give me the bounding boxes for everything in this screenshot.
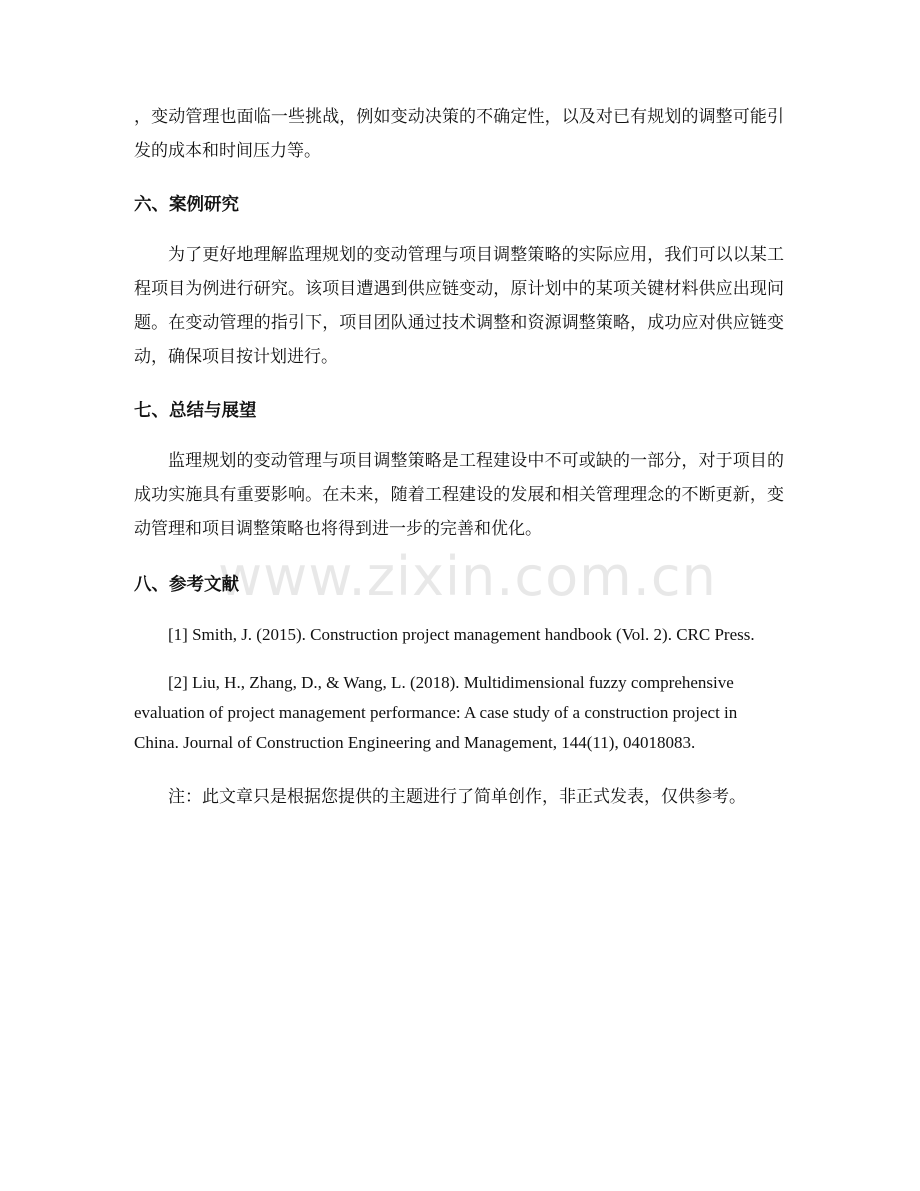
disclaimer-note: 注：此文章只是根据您提供的主题进行了简单创作，非正式发表，仅供参考。: [168, 787, 746, 807]
watermark-text: www.zixin.com.cn: [218, 545, 717, 608]
section-6-paragraph: 为了更好地理解监理规划的变动管理与项目调整策略的实际应用，我们可以以某工程项目为例进行研究。该项目遭遇到供应链变动，原计划中的某项关键材料供应出现问题。在变动管理的指引下，项目团队通过技术调整和资源调整策略，成功应对供应链变动，确保项目按计划进行。: [134, 245, 784, 367]
reference-item: [2] Liu, H., Zhang, D., & Wang, L. (2018). Multidimensional fuzzy comprehensive evaluation of project management performance: A case study of a construction project in China. Journal of Construction Engineering and Management, 144(11), 04018083.: [134, 673, 738, 752]
section-8-heading: 八、参考文献: [134, 575, 239, 595]
intro-paragraph: ，变动管理也面临一些挑战，例如变动决策的不确定性，以及对已有规划的调整可能引发的成本和时间压力等。: [134, 107, 784, 161]
section-6-heading: 六、案例研究: [134, 195, 239, 215]
document-page: [134, 100, 784, 814]
section-7-paragraph: 监理规划的变动管理与项目调整策略是工程建设中不可或缺的一部分，对于项目的成功实施具有重要影响。在未来，随着工程建设的发展和相关管理理念的不断更新，变动管理和项目调整策略也将得到进一步的完善和优化。: [134, 451, 784, 539]
section-7-heading: 七、总结与展望: [134, 401, 257, 421]
reference-item: [1] Smith, J. (2015). Construction project management handbook (Vol. 2). CRC Press.: [168, 625, 755, 644]
